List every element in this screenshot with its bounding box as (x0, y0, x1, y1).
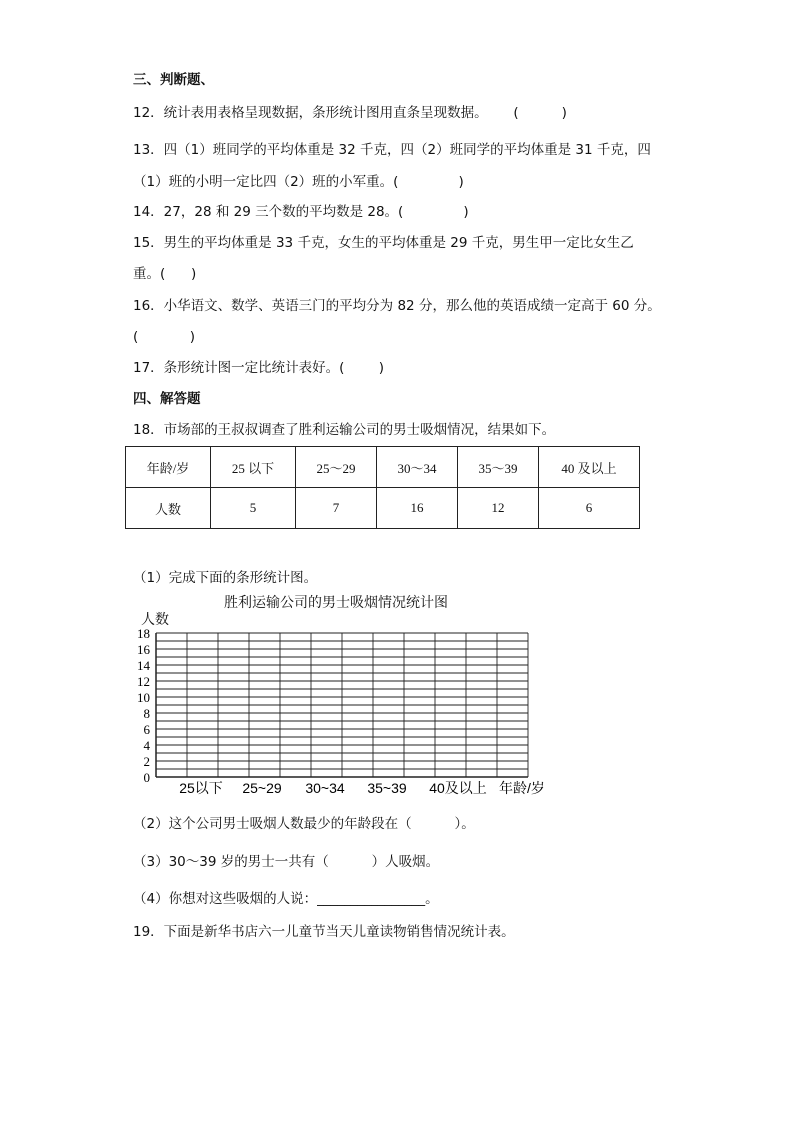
table-header-cell: 25 以下 (211, 447, 296, 488)
table-value-cell: 12 (458, 488, 539, 529)
question-19: 19．下面是新华书店六一儿童节当天儿童读物销售情况统计表。 (133, 924, 515, 940)
question-15-line-2: 重。( ) (133, 266, 197, 282)
section-4-heading: 四、解答题 (133, 391, 201, 407)
question-18-part-2: （2）这个公司男士吸烟人数最少的年龄段在（ ）。 (133, 816, 475, 832)
table-value-cell: 16 (377, 488, 458, 529)
table-header-cell: 30～34 (377, 447, 458, 488)
chart-x-ticks (179, 780, 487, 796)
x-tick-label: 40及以上 (429, 780, 487, 796)
table-row-label: 人数 (126, 488, 211, 529)
chart-y-ticks (137, 626, 151, 785)
y-tick-label: 14 (137, 658, 150, 673)
question-15-line-1: 15．男生的平均体重是 33 千克，女生的平均体重是 29 千克，男生甲一定比女生乙 (133, 235, 634, 251)
y-tick-label: 16 (137, 642, 150, 657)
question-18-part-4: （4）你想对这些吸烟的人说：________________。 (133, 891, 439, 907)
question-12: 12．统计表用表格呈现数据，条形统计图用直条呈现数据。 ( ) (133, 105, 567, 121)
chart-x-axis-label: 年龄/岁 (499, 780, 545, 796)
x-tick-label: 35~39 (367, 780, 407, 796)
section-3-heading: 三、判断题、 (133, 72, 214, 88)
x-tick-label: 30~34 (305, 780, 345, 796)
question-17: 17．条形统计图一定比统计表好。( ) (133, 360, 385, 376)
table-value-cell: 6 (539, 488, 640, 529)
y-tick-label: 0 (143, 770, 150, 785)
chart-y-axis-label: 人数 (141, 612, 169, 628)
table-header-label: 年龄/岁 (126, 447, 211, 488)
table-header-cell: 40 及以上 (539, 447, 640, 488)
chart-gridlines (156, 633, 528, 777)
y-tick-label: 12 (137, 674, 150, 689)
question-16-line-2: ( ) (133, 329, 196, 345)
table-value-cell: 7 (296, 488, 377, 529)
y-tick-label: 10 (137, 690, 150, 705)
chart-title: 胜利运输公司的男士吸烟情况统计图 (224, 595, 448, 611)
x-tick-label: 25~29 (242, 780, 282, 796)
y-tick-label: 4 (143, 738, 150, 753)
y-tick-label: 2 (143, 754, 150, 769)
question-16-line-1: 16．小华语文、数学、英语三门的平均分为 82 分，那么他的英语成绩一定高于 60 分。 (133, 298, 661, 314)
y-tick-label: 8 (143, 706, 150, 721)
table-value-cell: 5 (211, 488, 296, 529)
question-13-line-2: （1）班的小明一定比四（2）班的小军重。( ) (133, 174, 464, 190)
y-tick-label: 18 (137, 626, 150, 641)
question-13-line-1: 13．四（1）班同学的平均体重是 32 千克，四（2）班同学的平均体重是 31 千克，四 (133, 142, 651, 158)
y-tick-label: 6 (143, 722, 150, 737)
question-18-part-1: （1）完成下面的条形统计图。 (133, 570, 318, 586)
table-header-cell: 35～39 (458, 447, 539, 488)
x-tick-label: 25以下 (179, 780, 223, 796)
question-14: 14．27，28 和 29 三个数的平均数是 28。( ) (133, 204, 469, 220)
question-18-part-3: （3）30～39 岁的男士一共有（ ）人吸烟。 (133, 854, 440, 870)
table-header-cell: 25～29 (296, 447, 377, 488)
question-18: 18．市场部的王叔叔调查了胜利运输公司的男士吸烟情况，结果如下。 (133, 422, 556, 438)
